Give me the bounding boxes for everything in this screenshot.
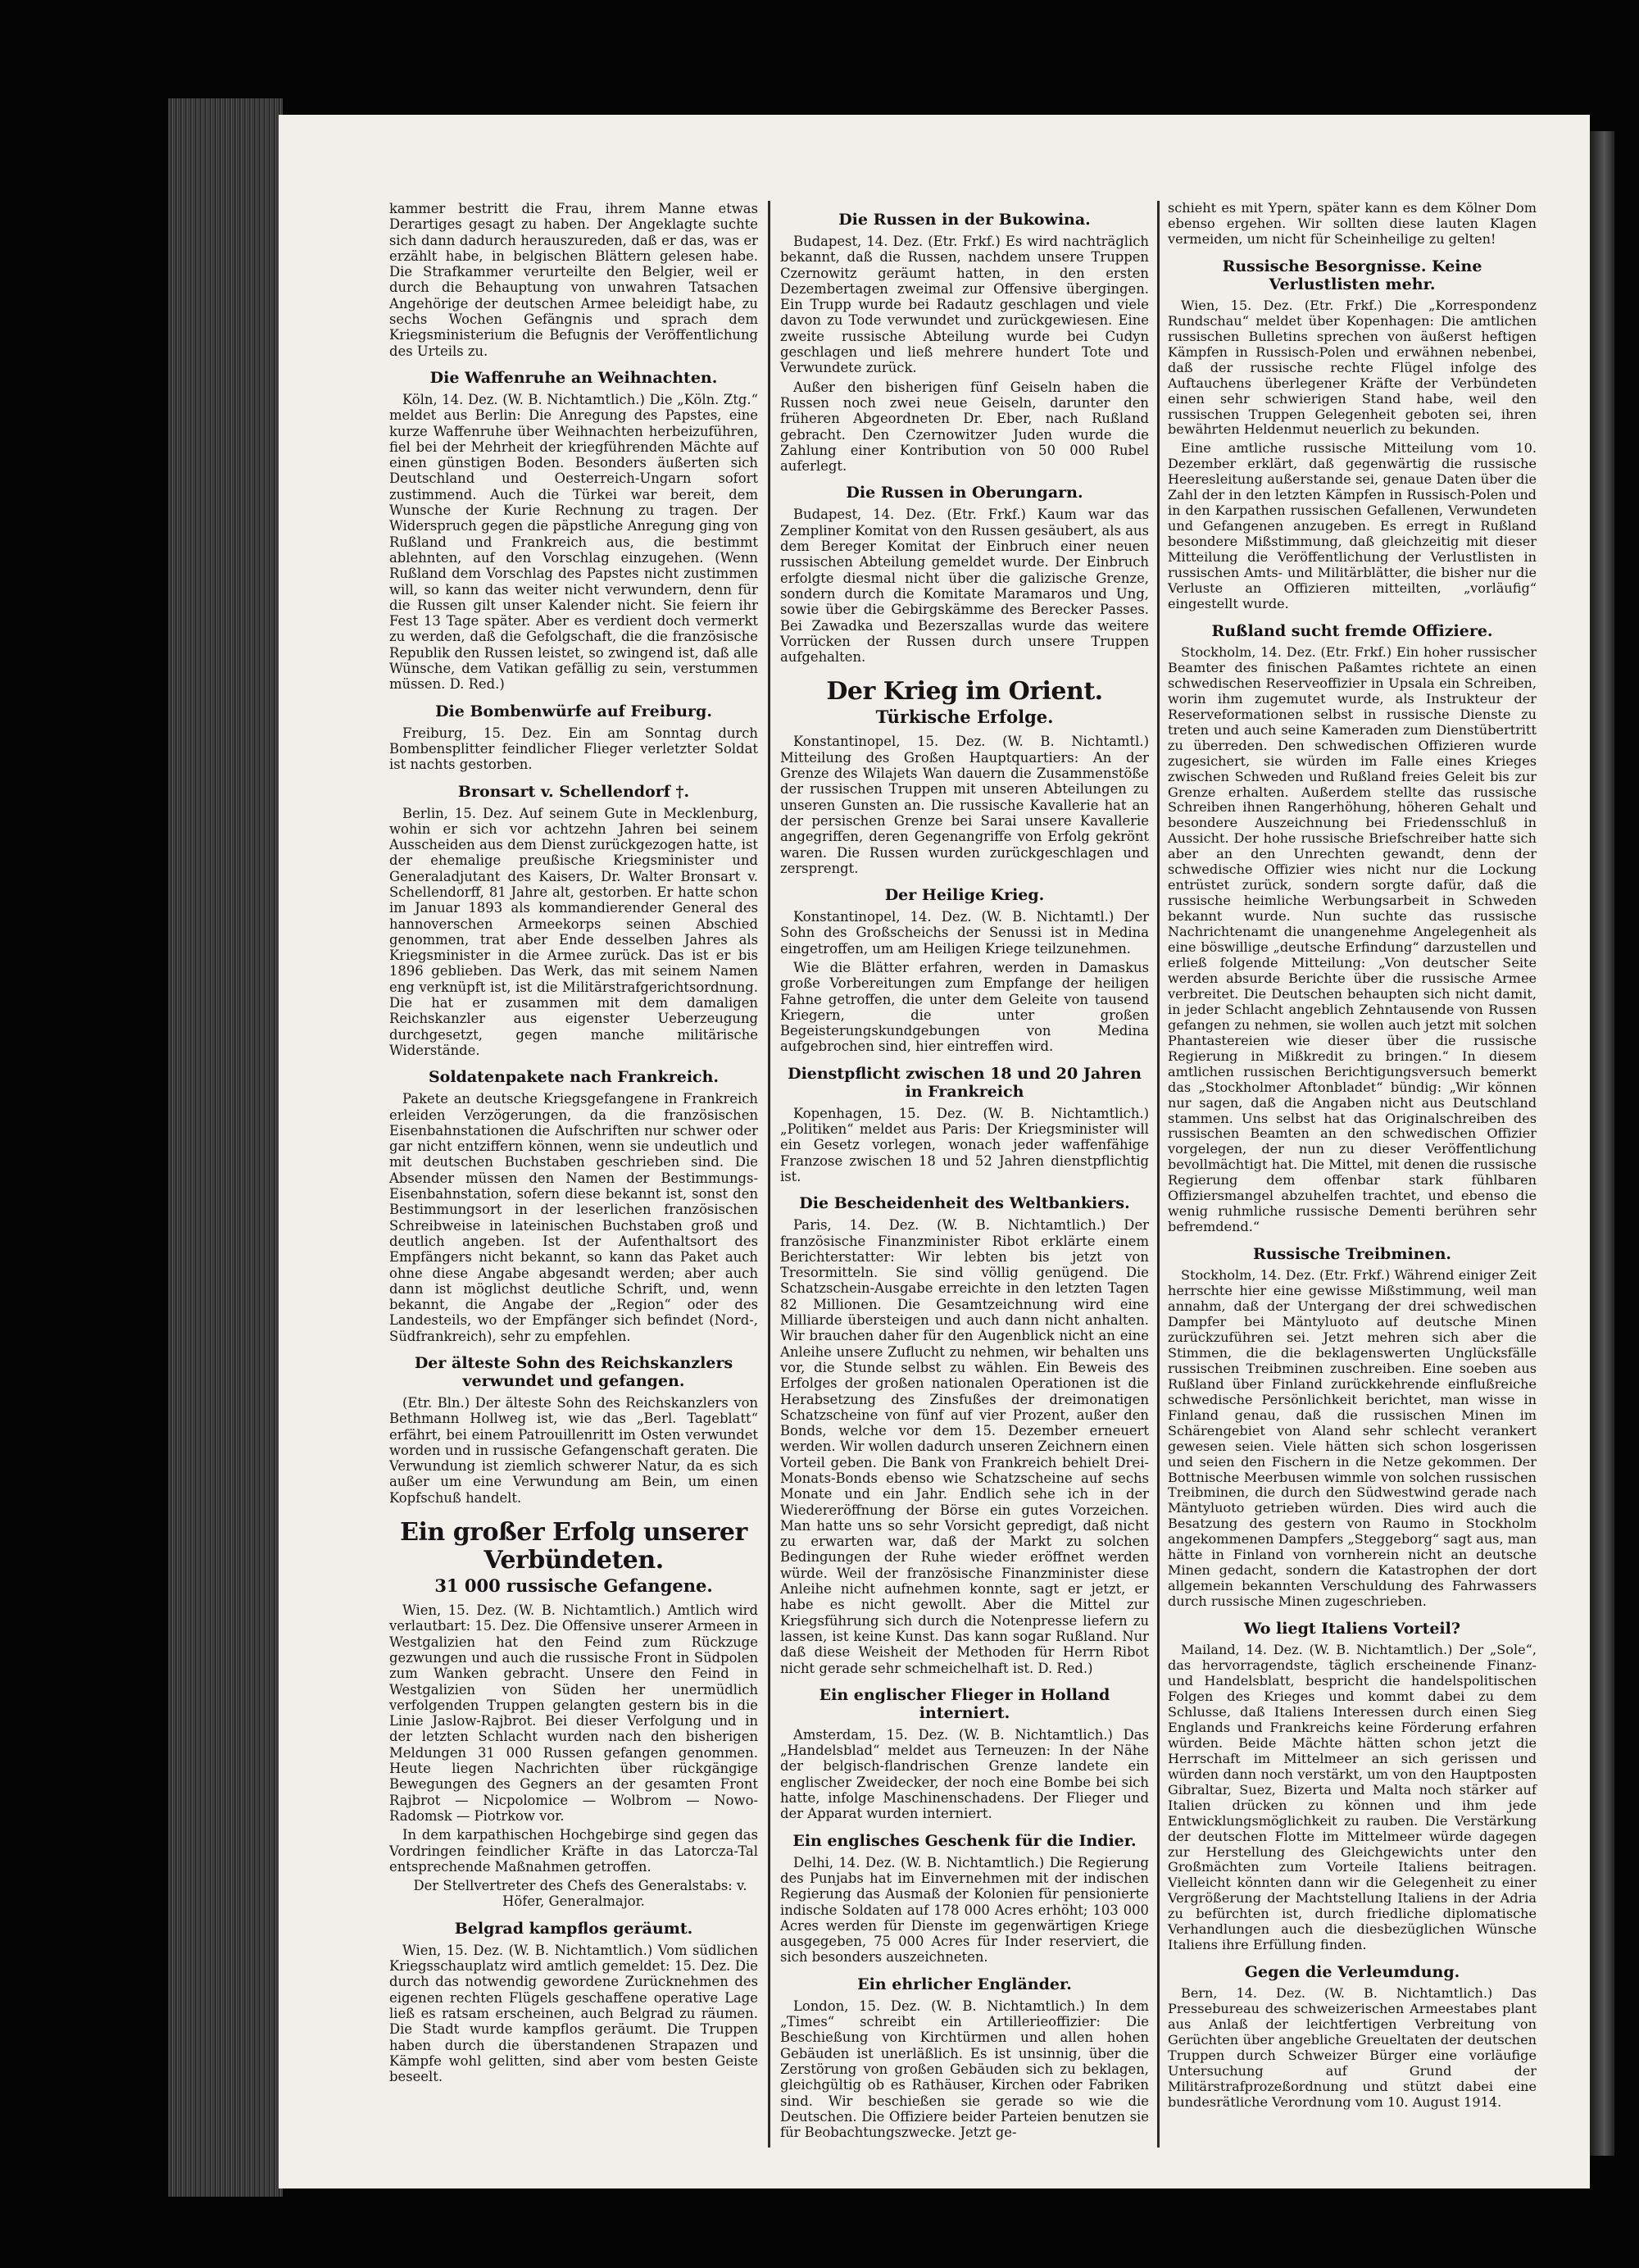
column-rule xyxy=(1157,201,1160,2148)
article-headline: Ein englischer Flieger in Holland interniert. xyxy=(819,1685,1110,1722)
book-spine xyxy=(168,98,283,2197)
article-headline: Belgrad kampflos geräumt. xyxy=(454,1919,693,1938)
article-paragraph: Amsterdam, 15. Dez. (W. B. Nichtamtlich.) Das „Handelsblad“ meldet aus Terneuzen: In der Nähe der belgisch-flandrischen Grenze landete ein englischer Zweidecker, der noch eine Bombe bei sich hatte, infolge Maschinenschadens. Der Flieger und der Apparat wurden interniert. xyxy=(780,1726,1149,1822)
article-headline: Die Waffenruhe an Weihnachten. xyxy=(429,368,718,387)
article-headline: Die Bombenwürfe auf Freiburg. xyxy=(435,702,712,720)
article-headline: Die Russen in der Bukowina. xyxy=(838,211,1091,229)
article-headline: Ein englisches Geschenk für die Indier. xyxy=(792,1831,1137,1850)
article-paragraph: Delhi, 14. Dez. (W. B. Nichtamtlich.) Die Regierung des Punjabs hat im Einvernehmen mit der indischen Regierung das Ausmaß der Kolonien für pensionierte indische Soldaten auf 178 000 Acres erhöht; 103 000 Acres werden für Dienste im gegenwärtigen Kriege ausgegeben, 75 000 Acres für Inder reserviert, die sich besonders auszeichneten. xyxy=(780,1854,1149,1966)
column-3 xyxy=(1168,201,1537,2114)
article-paragraph: London, 15. Dez. (W. B. Nichtamtlich.) In dem „Times“ schreibt ein Artillerieoffizier: Die Beschießung von Kirchtürmen und allen hohen Gebäuden ist unerläßlich. Es ist unsinnig, über die Zerstörung von großen Gebäuden sich zu beklagen, gleichgültig ob es Rathäuser, Kirchen oder Fabriken sind. Wir beschießen sie gerade so wie die Deutschen. Die Offiziere beider Parteien benutzen sie für Beobachtungszwecke. Jetzt ge- xyxy=(780,1998,1149,2141)
article-paragraph: Wie die Blätter erfahren, werden in Damaskus große Vorbereitungen zum Empfange der heiligen Fahne getroffen, die unter dem Geleite von tausend Kriegern, die unter großen Begeisterungskundgebungen von Medina aufgebrochen sind, hier eintreffen wird. xyxy=(780,959,1149,1055)
article-headline: Dienstpflicht zwischen 18 und 20 Jahren in Frankreich xyxy=(788,1064,1142,1101)
sub-headline: Türkische Erfolge. xyxy=(875,707,1054,728)
article-paragraph: (Etr. Bln.) Der älteste Sohn des Reichskanzlers von Bethmann Hollweg ist, wie das „Berl. Tageblatt“ erfährt, bei einem Patrouillenritt im Osten verwundet worden und in russische Gefangenschaft geraten. Die Verwundung ist ziemlich schwerer Natur, da es sich außer um eine Verwundung am Bein, um einen Kopfschuß handelt. xyxy=(389,1395,758,1506)
article-headline: Soldatenpakete nach Frankreich. xyxy=(428,1068,720,1087)
major-headline: Der Krieg im Orient. xyxy=(826,677,1103,707)
article-headline: Russische Treibminen. xyxy=(1252,1245,1451,1264)
article-headline: Bronsart v. Schellendorf †. xyxy=(457,782,690,801)
article-paragraph: Kopenhagen, 15. Dez. (W. B. Nichtamtlich.) „Politiken“ meldet aus Paris: Der Kriegsminister will ein Gesetz vorlegen, wonach jeder waffenfähige Franzose zwischen 18 und 52 Jahren dienstpflichtig ist. xyxy=(780,1105,1149,1184)
article-paragraph: Berlin, 15. Dez. Auf seinem Gute in Mecklenburg, wohin er sich vor achtzehn Jahren bei seinem Ausscheiden aus dem Dienst zurückgezogen hatte, ist der ehemalige preußische Kriegsminister und Generaladjutant des Kaisers, Dr. Walter Bronsart v. Schellendorff, 81 Jahre alt, gestorben. Er hatte schon im Januar 1893 als kommandierender General des hannoverschen Armeekorps seinen Abschied genommen, trat aber Ende desselben Jahres als Kriegsminister in die Armee zurück. Das ist er bis 1896 geblieben. Das Werk, das mit seinem Namen eng verknüpft ist, ist die Militärstrafgerichtsordnung. Die hat er zusammen mit dem damaligen Reichskanzler aus eigenster Ueberzeugung durchgesetzt, gegen manche militärische Widerstände. xyxy=(389,805,758,1058)
article-paragraph: Stockholm, 14. Dez. (Etr. Frkf.) Ein hoher russischer Beamter des finischen Paßamtes richtete an einen schwedischen Reserveoffizier in Upsala ein Schreiben, worin ihm zugemutet wurde, als Instrukteur der Reserveformationen selbst in russische Dienste zu treten und auch seine Kameraden zum Dienstübertritt zu überreden. Den schwedischen Offizieren wurde zugesichert, sie würden im Falle eines Krieges zwischen Schweden und Rußland freies Geleit bis zur Grenze erhalten. Außerdem stellte das russische Schreiben ihnen Rangerhöhung, höheren Gehalt und besondere Auszeichnung bei Friedensschluß in Aussicht. Der hohe russische Briefschreiber hatte sich aber an den Unrechten gewandt, denn der schwedische Offizier wies nicht nur die Lockung entrüstet zurück, sondern sorgte dafür, daß die russische heimliche Werbungsarbeit in Schweden bekannt wurde. Nun suchte das russische Nachrichtenamt die unangenehme Angelegenheit als eine böswillige „deutsche Erfindung“ darzustellen und erließ folgende Mitteilung: „Von deutscher Seite werden absurde Berichte über die russische Armee verbreitet. Die Deutschen behaupten sich nicht damit, in jeder Schlacht angeblich Zehntausende von Russen gefangen zu nehmen, sie wollen auch jetzt mit solchen Phantastereien wie dieser über die russische Regierung in Mißkredit zu bringen.“ In diesem amtlichen russischen Berichtigungsversuch bemerkt das „Stockholmer Aftonbladet“ bündig: „Wir können nur sagen, daß die Angaben nicht aus Deutschland stammen. Uns selbst hat das Originalschreiben des russischen Beamten an den schwedischen Offizier vorgelegen, der nun zu dieser Veröffentlichung bevollmächtigt hat. Die Mittel, mit denen die russische Regierung dem offenbar stark fühlbaren Offiziersmangel abzuhelfen trachtet, und ebenso die wenig ruhmliche russische Dementi berühren sehr befremdend.“ xyxy=(1168,643,1537,1235)
column-1 xyxy=(389,201,758,2088)
article-headline: Die Russen in Oberungarn. xyxy=(846,484,1083,502)
article-headline: Gegen die Verleumdung. xyxy=(1244,1963,1460,1982)
column-2 xyxy=(780,201,1149,2143)
article-headline: Rußland sucht fremde Offiziere. xyxy=(1211,621,1493,640)
major-headline: Ein großer Erfolg unserer Verbündeten. xyxy=(400,1518,747,1575)
article-paragraph: Wien, 15. Dez. (W. B. Nichtamtlich.) Vom südlichen Kriegsschauplatz wird amtlich gemeldet: 15. Dez. Die durch das notwendig gewordene Zurücknehmen des eigenen rechten Flügels geschaffene operative Lage ließ es ratsam erscheinen, auch Belgrad zu räumen. Die Stadt wurde kampflos geräumt. Die Truppen haben durch die überstandenen Strapazen und Kämpfe wohl gelitten, sind aber vom besten Geiste beseelt. xyxy=(389,1942,758,2085)
article-paragraph: Stockholm, 14. Dez. (Etr. Frkf.) Während einiger Zeit herrschte hier eine gewisse Mißstimmung, weil man annahm, daß der Untergang der drei schwedischen Dampfer bei Mäntyluoto auf deutsche Minen zurückzuführen sei. Jetzt mehren sich aber die Stimmen, die die beklagenswerten Unglücksfälle russischen Treibminen zuschreiben. Eine soeben aus Rußland über Finland zurückkehrende einflußreiche schwedische Persönlichkeit berichtet, man wisse in Finland genau, daß die russischen Minen im Schärengebiet von Aland sehr schlecht verankert gewesen seien. Viele hätten sich schon losgerissen und seien den Fischern in die Netze gekommen. Der Bottnische Meerbusen wimmle von solchen russischen Treibminen, die durch den Südwestwind gerade nach Mäntyluoto getrieben würden. Dies wird auch die Besatzung des gestern von Raumo in Stockholm angekommenen Dampfers „Steggeborg“ sagt aus, man hätte in Finland von vornherein nicht an deutsche Minen gedacht, sondern die Katastrophen der dort allgemein bekannten Verschuldung des Fahrwassers durch russische Minen zugeschrieben. xyxy=(1168,1267,1537,1610)
article-paragraph: Köln, 14. Dez. (W. B. Nichtamtlich.) Die „Köln. Ztg.“ meldet aus Berlin: Die Anregung des Papstes, eine kurze Waffenruhe über Weihnachten herbeizuführen, fiel bei der Mehrheit der kriegführenden Mächte auf einen günstigen Boden. Besonders äußerten sich Deutschland und Oesterreich-Ungarn sofort zustimmend. Auch die Türkei war bereit, dem Wunsche der Kurie Rechnung zu tragen. Der Widerspruch gegen die päpstliche Anregung ging von Rußland und Frankreich aus, die bestimmt ablehnten, auf den Vorschlag einzugehen. (Wenn Rußland dem Vorschlag des Papstes nicht zustimmen will, so kann das weiter nicht verwundern, denn für die Russen gilt unser Kalender nicht. Sie feiern ihr Fest 13 Tage später. Aber es verdient doch vermerkt zu werden, daß die Gefolgschaft, die die französische Republik den Russen leistet, so zwingend ist, daß alle Wünsche, dem Vatikan gefällig zu sein, verstummen müssen. D. Red.) xyxy=(389,391,758,693)
column-rule xyxy=(768,201,770,2148)
article-paragraph: kammer bestritt die Frau, ihrem Manne etwas Derartiges gesagt zu haben. Der Angeklagte suchte sich dann dadurch herauszureden, daß er das, was er erzählt habe, in belgischen Blättern gelesen habe. Die Strafkammer verurteilte den Belgier, weil er durch die Behauptung von unwahren Tatsachen Angehörige der deutschen Armee beleidigt habe, zu sechs Wochen Gefängnis und sprach dem Kriegsministerium die Befugnis der Veröffentlichung des Urteils zu. xyxy=(389,201,758,359)
article-paragraph: Eine amtliche russische Mitteilung vom 10. Dezember erklärt, daß gegenwärtig die russische Heeresleitung außerstande sei, genaue Daten über die Zahl der in den letzten Kämpfen in Russisch-Polen und in den Karpathen russischen Gefallenen, Verwundeten und Gefangenen anzugeben. Es erregt in Rußland besondere Mißstimmung, daß gleichzeitig mit dieser Mitteilung die Veröffentlichung der Verlustlisten in russischen Amts- und Militärblätter, die bisher nur die Verluste an Offizieren mitteilten, „vorläufig“ eingestellt wurde. xyxy=(1168,440,1537,611)
article-paragraph: Pakete an deutsche Kriegsgefangene in Frankreich erleiden Verzögerungen, da die französischen Eisenbahnstationen die Aufschriften nur schwer oder gar nicht entziffern können, wenn sie undeutlich und mit deutschen Buchstaben geschrieben sind. Die Absender müssen den Namen der Bestimmungs-Eisenbahnstation, sofern diese bekannt ist, sonst den Bestimmungsort in der leserlichen französischen Schreibweise in lateinischen Buchstaben groß und deutlich angeben. Ist der Aufenthaltsort des Empfängers nicht bekannt, so kann das Paket auch ohne diese Angabe abgesandt werden; aber auch dann ist möglichst deutliche Schrift, und, wenn bekannt, die Angabe der „Region“ oder des Landesteils, wo der Empfänger sich befindet (Nord-, Südfrankreich), sehr zu empfehlen. xyxy=(389,1091,758,1344)
article-paragraph: Budapest, 14. Dez. (Etr. Frkf.) Kaum war das Zempliner Komitat von den Russen gesäubert, als aus dem Bereger Komitat der Einbruch einer neuen russischen Abteilung gemeldet wurde. Der Einbruch erfolgte diesmal nicht über die galizische Grenze, sondern durch die Komitate Maramaros und Ung, sowie über die Gebirgskämme des Berecker Passes. Bei Zawadka und Bezerszallas wurde das weitere Vorrücken der Russen durch unsere Truppen aufgehalten. xyxy=(780,507,1149,666)
article-paragraph: In dem karpathischen Hochgebirge sind gegen das Vordringen feindlicher Kräfte in das Latorcza-Tal entsprechende Maßnahmen getroffen. xyxy=(389,1827,758,1875)
article-headline: Die Bescheidenheit des Weltbankiers. xyxy=(799,1194,1130,1213)
article-paragraph: Konstantinopel, 14. Dez. (W. B. Nichtamtl.) Der Sohn des Großscheichs der Senussi ist in Medina eingetroffen, um am Heiligen Kriege teilzunehmen. xyxy=(780,909,1149,957)
article-paragraph: Paris, 14. Dez. (W. B. Nichtamtlich.) Der französische Finanzminister Ribot erklärte einem Berichterstatter: Wir lebten bis jetzt von Tresormitteln. Sie sind völlig genügend. Die Schatzschein-Ausgabe erreichte in den letzten Tagen 82 Millionen. Die Gesamtzeichnung wird eine Milliarde übersteigen und auch dann nicht anhalten. Wir brauchen daher für den Augenblick nicht an eine Anleihe unsere Zuflucht zu nehmen, wir behalten uns vor, die Stunde selbst zu wählen. Ein Beweis des Erfolges der großen nationalen Operationen ist die Herabsetzung des Zinsfußes der dreimonatigen Schatzscheine von fünf auf vier Prozent, außer den Bonds, welche vor dem 15. Dezember erneuert werden. Wir wollen dadurch unseren Zeichnern einen Vorteil geben. Die Bank von Frankreich behielt Drei-Monats-Bonds ebenso wie Schatzscheine auf sechs Monate und ein Jahr. Endlich sehe ich in der Wiedereröffnung der Börse ein gutes Vorzeichen. Man hatte uns so sehr Vorsicht gepredigt, daß nicht zu erwarten war, daß der Markt zu solchen Bedingungen der Ruhe wieder eröffnet werden würde. Weil der französische Finanzminister diese Anleihe nicht aufnehmen konnte, sagt er jetzt, er habe es nicht gewollt. Aber die Mittel zur Kriegsführung sich durch die Notenpresse liefern zu lassen, ist keine Kunst. Das kann sogar Rußland. Nur daß diese Weisheit der Methoden für Herrn Ribot nicht gerade sehr schmeichelhaft ist. D. Red.) xyxy=(780,1217,1149,1676)
article-headline: Wo liegt Italiens Vorteil? xyxy=(1243,1620,1460,1639)
signature-line: Der Stellvertreter des Chefs des Generalstabs: v. Höfer, Generalmajor. xyxy=(413,1878,747,1910)
article-headline: Russische Besorgnisse. Keine Verlustlisten mehr. xyxy=(1222,257,1482,293)
page-edge xyxy=(1590,131,1614,2156)
article-headline: Ein ehrlicher Engländer. xyxy=(857,1975,1072,1993)
article-paragraph: Mailand, 14. Dez. (W. B. Nichtamtlich.) Der „Sole“, das hervorragendste, täglich erscheinende Finanz- und Handelsblatt, bespricht die handelspolitischen Folgen des Krieges und kommt dabei zu dem Schlusse, daß Italiens Interessen durch einen Sieg Englands und Frankreichs keine Förderung erfahren würden. Beide Mächte hätten schon jetzt die Herrschaft im Mittelmeer an sich gerissen und würden dann noch verstärkt, um von den Hauptposten Gibraltar, Suez, Bizerta und Malta noch stärker auf Italien drücken zu können und ihm jede Entwicklungsmöglichkeit zu rauben. Die Verstärkung der deutschen Flotte im Mittelmeer würde dagegen zur Herstellung des Gleichgewichts unter den Großmächten zum Vorteile Italiens beitragen. Vielleicht könnten dann wir die Gelegenheit zu einer Vergrößerung der Machtstellung Italiens in der Adria zu befürchten ist, durch friedliche diplomatische Verhandlungen auch die diesbezüglichen Wünsche Italiens ihre Erfüllung finden. xyxy=(1168,1642,1537,1953)
article-paragraph: Wien, 15. Dez. (W. B. Nichtamtlich.) Amtlich wird verlautbart: 15. Dez. Die Offensive unserer Armeen in Westgalizien hat den Feind zum Rückzuge gezwungen und auch die russische Front in Südpolen zum Wanken gebracht. Unsere den Feind in Westgalizien von Süden her unermüdlich verfolgenden Truppen gelangten gestern bis in die Linie Jaslow-Rajbrot. Bei dieser Verfolgung und in der letzten Schlacht wurden nach den bisherigen Meldungen 31 000 Russen gefangen genommen. Heute liegen Nachrichten über rückgängige Bewegungen des Gegners an der gesamten Front Rajbrot — Nicpolomice — Wolbrom — Nowo-Radomsk — Piotrkow vor. xyxy=(389,1602,758,1824)
sub-headline: 31 000 russische Gefangene. xyxy=(434,1575,713,1597)
article-paragraph: Wien, 15. Dez. (Etr. Frkf.) Die „Korrespondenz Rundschau“ meldet über Kopenhagen: Die amtlichen russischen Bulletins sprechen von äußerst heftigen Kämpfen in Russisch-Polen und erwähnen nebenbei, daß der russische rechte Flügel infolge des Auftauchens überlegener Kräfte der Verbündeten einen sehr schwierigen Stand habe, weil den russischen Truppen Gelegenheit geboten sei, ihren bewährten Heldenmut neuerlich zu bekunden. xyxy=(1168,297,1537,438)
article-headline: Der Heilige Krieg. xyxy=(884,886,1045,905)
article-paragraph: Konstantinopel, 15. Dez. (W. B. Nichtamtl.) Mitteilung des Großen Hauptquartiers: An der Grenze des Wilajets Wan dauern die Zusammenstöße der russischen Truppen mit unseren Abteilungen zu unseren Gunsten an. Die russische Kavallerie hat an der persischen Grenze bei Sarai unsere Kavallerie angegriffen, deren Gegenangriffe von Erfolg gekrönt waren. Die Russen wurden zurückgeschlagen und zersprengt. xyxy=(780,734,1149,876)
article-paragraph: Freiburg, 15. Dez. Ein am Sonntag durch Bombensplitter feindlicher Flieger verletzter Soldat ist nachts gestorben. xyxy=(389,725,758,773)
article-paragraph: Budapest, 14. Dez. (Etr. Frkf.) Es wird nachträglich bekannt, daß die Russen, nachdem unsere Truppen Czernowitz geräumt hatten, in den ersten Dezembertagen zweimal zur Offensive übergingen. Ein Trupp wurde bei Radautz geschlagen und viele davon zu Tode verwundet und zurückgewiesen. Eine zweite russische Abteilung wurde bei Cudyn geschlagen und ließ mehrere hundert Tote und Verwundete zurück. xyxy=(780,234,1149,376)
article-headline: Der älteste Sohn des Reichskanzlers verwundet und gefangen. xyxy=(414,1354,733,1390)
article-paragraph: Außer den bisherigen fünf Geiseln haben die Russen noch zwei neue Geiseln, darunter den früheren Abgeordneten Dr. Eber, nach Rußland gebracht. Den Czernowitzer Juden wurde die Zahlung einer Kontribution von 50 000 Rubel auferlegt. xyxy=(780,379,1149,475)
article-paragraph: Bern, 14. Dez. (W. B. Nichtamtlich.) Das Pressebureau des schweizerischen Armeestabes plant aus Anlaß der leichtfertigen Verbreitung von Gerüchten über angebliche Greueltaten der deutschen Truppen durch Schweizer Bürger eine vorläufige Untersuchung auf Grund der Militärstrafprozeßordnung und stützt dabei eine bundesrätliche Verordnung vom 10. August 1914. xyxy=(1168,1985,1537,2110)
article-paragraph: schieht es mit Ypern, später kann es dem Kölner Dom ebenso ergehen. Wir sollten diese lauten Klagen vermeiden, um nicht für Scheinheilige zu gelten! xyxy=(1168,200,1537,247)
